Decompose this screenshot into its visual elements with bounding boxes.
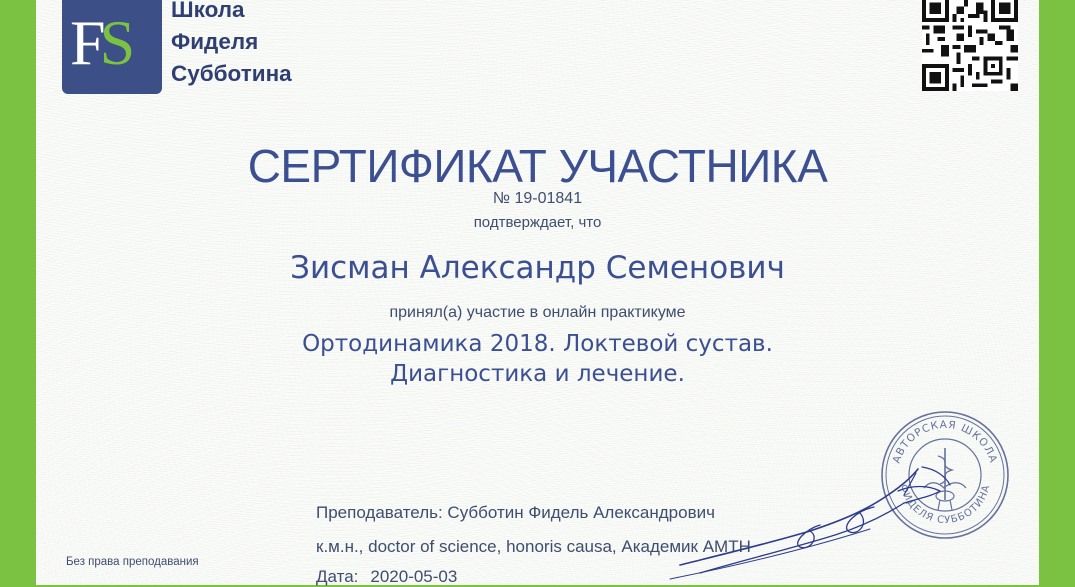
certificate-number: № 19-01841 (492, 190, 583, 207)
logo-letter-f: F (70, 7, 100, 78)
logo-letter-s: S (99, 7, 130, 78)
svg-text:АВТОРСКАЯ ШКОЛА: АВТОРСКАЯ ШКОЛА (890, 418, 1000, 465)
course-title (0, 329, 1075, 389)
no-teaching-rights-note: Без права преподавания (66, 556, 199, 568)
date-line (316, 567, 457, 587)
school-name-line: Субботина (171, 61, 292, 86)
date-value: 2020-05-03 (370, 567, 458, 586)
course-title-line: Диагностика и лечение. (390, 361, 685, 387)
qr-code-icon (921, 0, 1019, 91)
school-name-line: Фиделя (171, 29, 259, 54)
course-title-line: Ортодинамика 2018. Локтевой сустав. (302, 331, 773, 357)
fs-logo (62, 0, 162, 94)
school-name-line: Школа (171, 0, 245, 22)
teacher-degree: к.м.н., doctor of science, honoris causa, Академик АМТН (316, 537, 751, 556)
signature-icon (660, 455, 960, 585)
svg-text:ФИДЕЛЯ СУББОТИНА: ФИДЕЛЯ СУББОТИНА (897, 483, 993, 527)
participant-name: Зисман Александр Семенович (290, 250, 785, 286)
participation-text: принял(а) участие в онлайн практикуме (389, 304, 686, 321)
date-label: Дата: (316, 567, 359, 586)
certificate-title: СЕРТИФИКАТ УЧАСТНИКА (247, 140, 828, 192)
school-name (171, 0, 331, 90)
confirms-text: подтверждает, что (473, 214, 602, 231)
teacher-line: Преподаватель: Субботин Фидель Александрович (316, 503, 715, 522)
